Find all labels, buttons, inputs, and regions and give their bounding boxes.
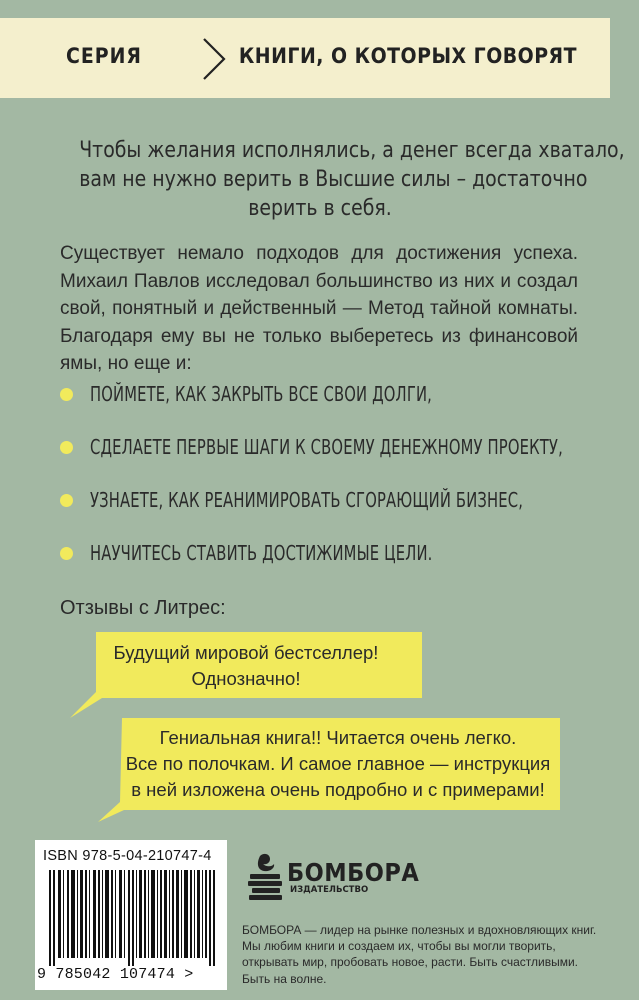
barcode-number: 9 785042 107474 >	[37, 966, 194, 983]
review-line: Гениальная книга!! Читается очень легко.	[159, 727, 517, 748]
benefit-item	[60, 435, 620, 488]
benefit-text: УЗНАЕТЕ, КАК РЕАНИМИРОВАТЬ СГОРАЮЩИЙ БИЗНЕС,	[90, 488, 524, 512]
series-label: СЕРИЯ	[66, 44, 142, 68]
publisher-description: БОМБОРА — лидер на рынке полезных и вдохновляющих книг. Мы любим книги и создаем их, чтобы вы могли творить, открывать мир, пробовать новое, расти. Быть счастливыми. Быть на волне.	[242, 923, 597, 986]
lead-line: вам не нужно верить в Высшие силы – достаточно	[79, 167, 588, 192]
lead-line: верить в себя.	[248, 196, 392, 221]
series-title: КНИГИ, О КОТОРЫХ ГОВОРЯТ	[238, 44, 577, 68]
publisher-subtitle: ИЗДАТЕЛЬСТВО	[290, 885, 369, 895]
review-bubble	[98, 718, 560, 822]
benefit-item	[60, 488, 620, 541]
benefit-text: СДЕЛАЕТЕ ПЕРВЫЕ ШАГИ К СВОЕМУ ДЕНЕЖНОМУ ПРОЕКТУ,	[90, 435, 563, 459]
review-line: в ней изложена очень подробно и с примерами!	[131, 779, 545, 800]
publisher-brand: БОМБОРА	[287, 858, 420, 887]
benefit-item	[60, 541, 620, 594]
review-bubble	[70, 632, 422, 718]
barcode-icon	[49, 870, 215, 966]
bullet-dot-icon	[60, 494, 73, 507]
review-line: Будущий мировой бестселлер!	[113, 642, 379, 663]
barcode-box	[35, 840, 227, 990]
bombora-logo-icon	[246, 852, 284, 902]
benefit-text: НАУЧИТЕСЬ СТАВИТЬ ДОСТИЖИМЫЕ ЦЕЛИ.	[90, 541, 433, 565]
isbn-text: ISBN 978-5-04-210747-4	[43, 848, 212, 864]
review-line: Все по полочкам. И самое главное — инструкция	[125, 753, 551, 774]
bullet-dot-icon	[60, 547, 73, 560]
bullet-dot-icon	[60, 388, 73, 401]
lead-text	[79, 136, 625, 223]
bullet-dot-icon	[60, 441, 73, 454]
chevron-right-icon	[200, 36, 228, 82]
reviews-title: Отзывы с Литрес:	[60, 597, 226, 619]
benefit-text: ПОЙМЕТЕ, КАК ЗАКРЫТЬ ВСЕ СВОИ ДОЛГИ,	[90, 382, 433, 406]
description-paragraph: Существует немало подходов для достижения успеха. Михаил Павлов исследовал большинство из них и создал свой, понятный и действенный — Метод тайной комнаты. Благодаря ему вы не только выберетесь из финансовой ямы, но еще и:	[60, 243, 578, 374]
benefit-list	[60, 382, 620, 594]
review-line: Однозначно!	[191, 668, 301, 689]
benefit-item	[60, 382, 620, 435]
lead-line: Чтобы желания исполнялись, а денег всегда хватало,	[79, 138, 625, 163]
